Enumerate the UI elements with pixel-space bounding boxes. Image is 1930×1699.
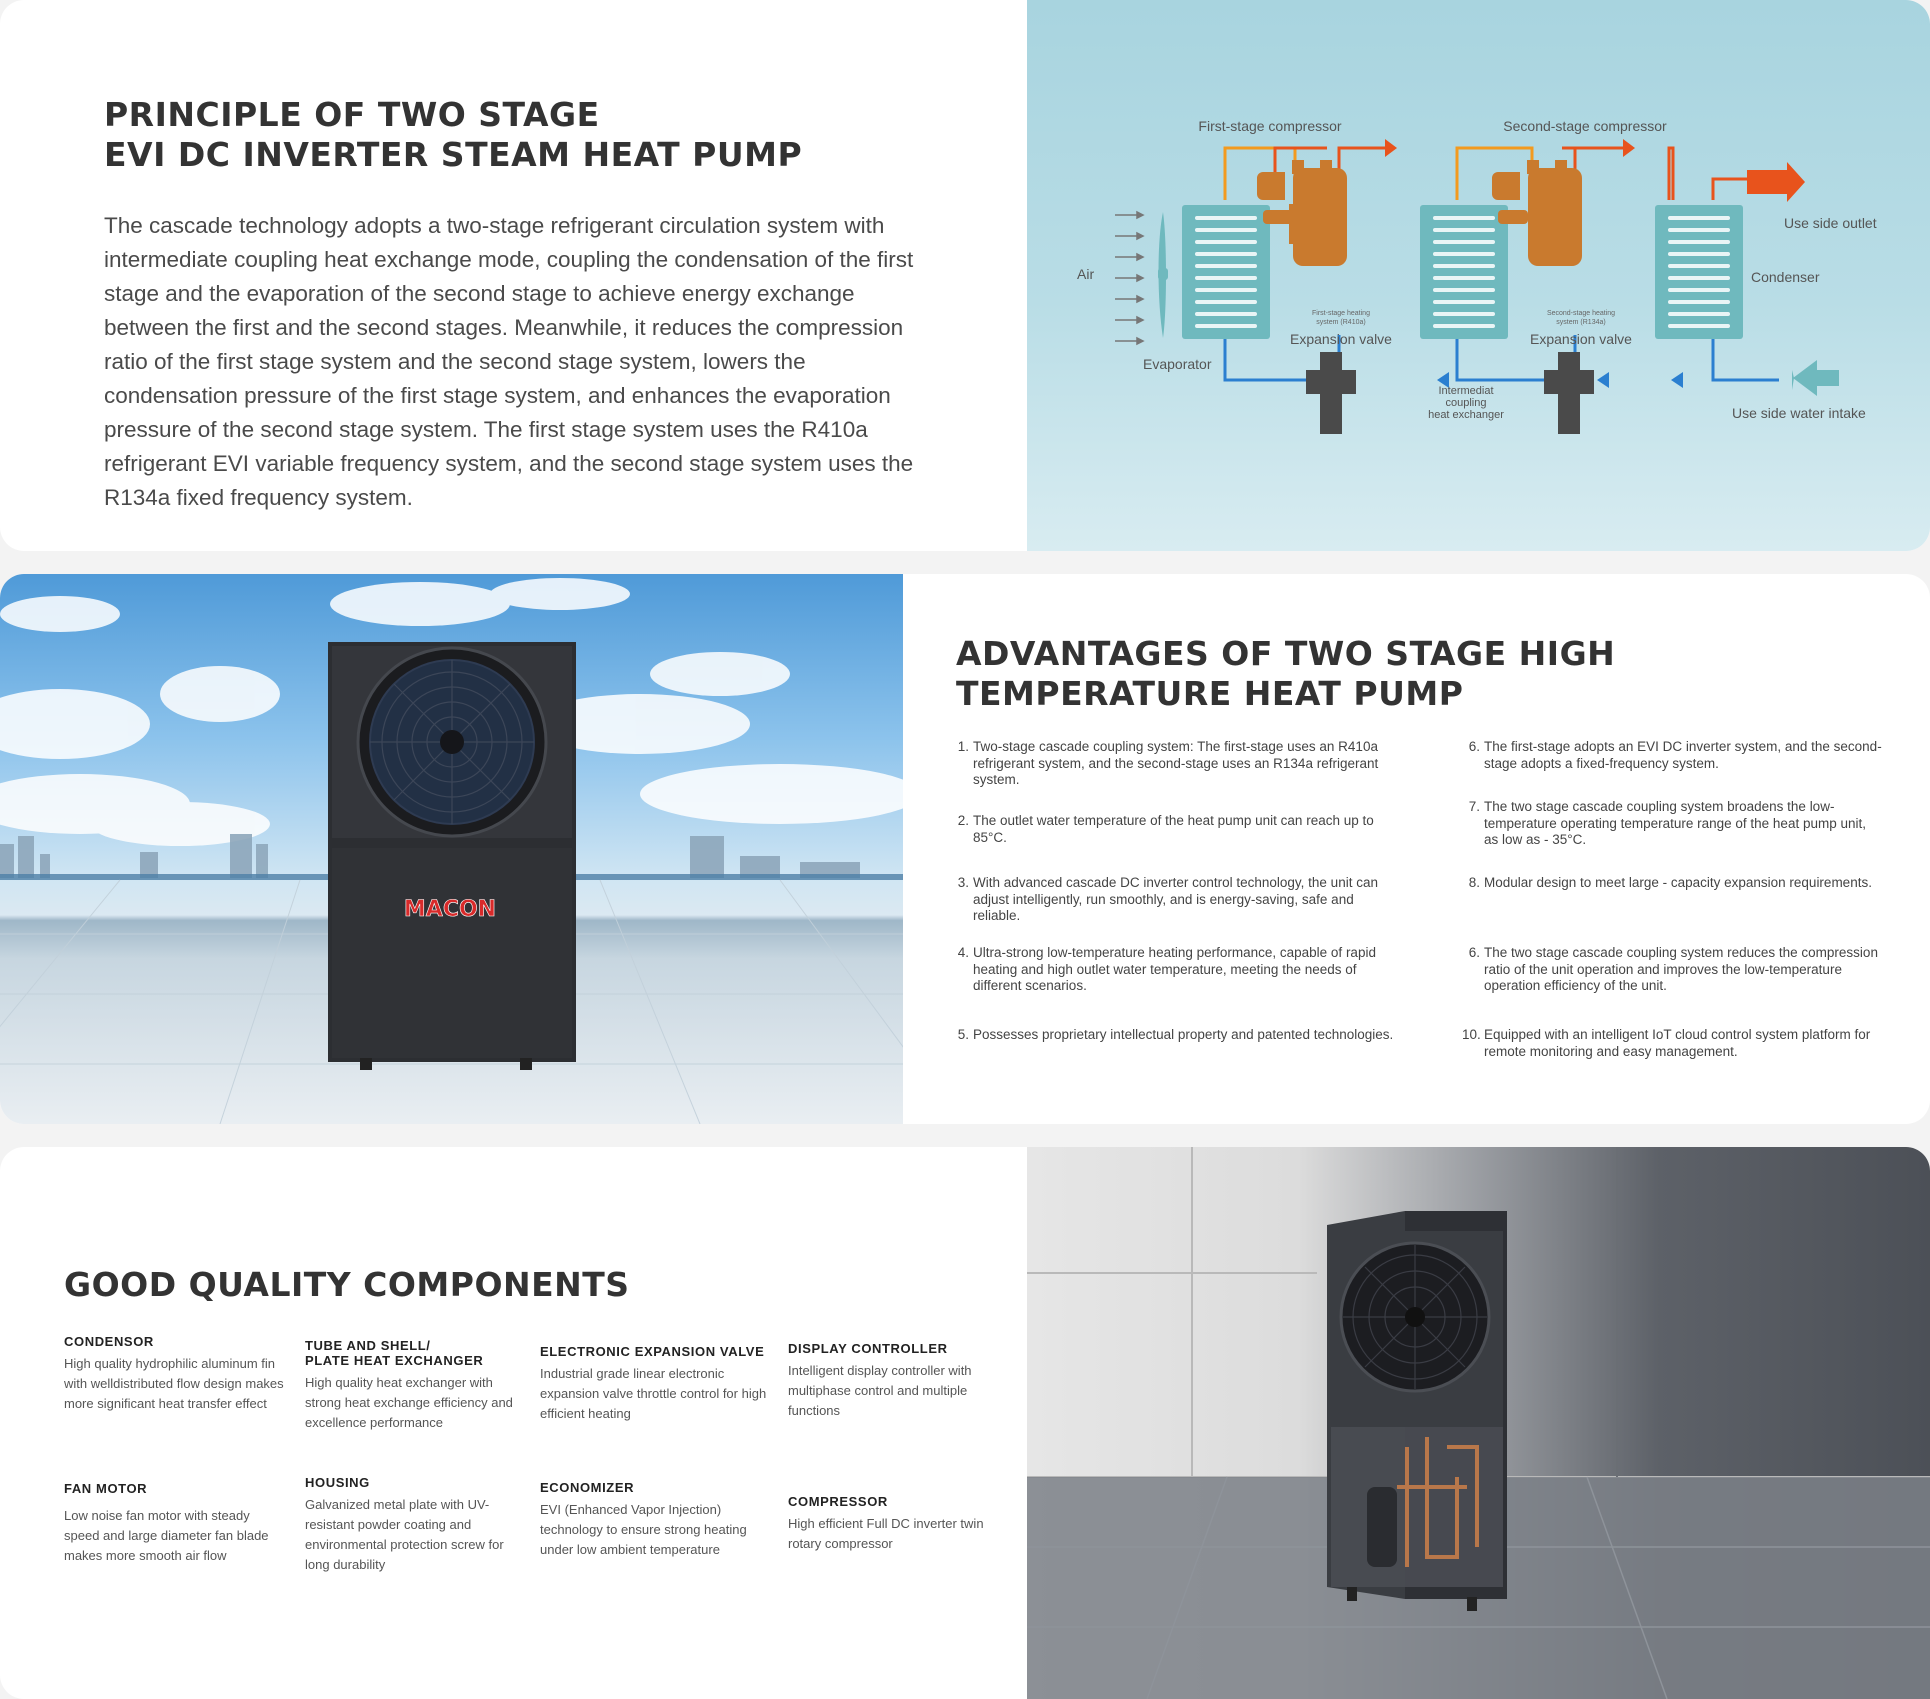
second-outlet-arrow-icon bbox=[1623, 139, 1635, 157]
components-title: GOOD QUALITY COMPONENTS bbox=[64, 1265, 630, 1304]
advantage-number: 1. bbox=[957, 739, 969, 754]
macon-logo: MACON bbox=[403, 897, 497, 922]
component-condensor bbox=[64, 1334, 284, 1414]
advantage-number: 5. bbox=[957, 1027, 969, 1042]
condenser-label: Condenser bbox=[1751, 269, 1820, 285]
advantage-item bbox=[951, 1027, 1431, 1044]
advantage-number: 6. bbox=[1468, 739, 1480, 754]
condenser-exchanger bbox=[1655, 205, 1743, 339]
component-description: High quality heat exchanger with strong heat exchange efficiency and excellence performance bbox=[305, 1375, 513, 1430]
cascade-diagram bbox=[1027, 0, 1930, 551]
component-title: COMPRESSOR bbox=[788, 1494, 888, 1509]
component-title: CONDENSOR bbox=[64, 1334, 154, 1349]
intermediate-exchanger bbox=[1420, 205, 1508, 339]
sky-scene-svg bbox=[0, 574, 903, 1124]
air-arrows-icon bbox=[1115, 212, 1143, 344]
principle-title bbox=[104, 95, 802, 175]
component-housing bbox=[305, 1475, 525, 1575]
room-scene-svg bbox=[1027, 1147, 1930, 1699]
advantages-section bbox=[0, 574, 1930, 1124]
intermediate-label-1: Intermediat bbox=[1438, 385, 1494, 397]
first-compressor-label: First-stage compressor bbox=[1198, 118, 1342, 134]
advantage-item bbox=[951, 945, 1391, 995]
advantage-text: The two stage cascade coupling system reduces the compression ratio of the unit operation and improves the low-temperature operation efficiency of the unit. bbox=[1484, 945, 1878, 993]
advantage-item bbox=[951, 813, 1391, 846]
air-label: Air bbox=[1077, 266, 1095, 282]
use-side-outlet-arrow-icon bbox=[1747, 162, 1805, 202]
use-side-outlet-label: Use side outlet bbox=[1784, 215, 1877, 231]
principle-description: The cascade technology adopts a two-stage refrigerant circulation system with intermediate coupling heat exchange mode, coupling the condensation of the first stage and the evaporation of the second stage to achieve energy exchange between the first and the second stages. Meanwhile, it reduces the compression ratio of the first stage system and the second stage system, lowers the condensation pressure of the first stage system, and enhances the evaporation pressure of the second stage system. The first stage system uses the R410a refrigerant EVI variable frequency system, and the second stage system uses the R134a fixed frequency system. bbox=[104, 212, 914, 510]
component-description: EVI (Enhanced Vapor Injection) technology to ensure strong heating under low ambient temperature bbox=[540, 1502, 747, 1557]
advantage-number: 7. bbox=[1468, 799, 1480, 814]
evaporator-exchanger bbox=[1182, 205, 1270, 339]
component-compressor bbox=[788, 1494, 1008, 1554]
heat-pump-unit-cutaway-image bbox=[1327, 1211, 1507, 1611]
principle-section bbox=[0, 0, 1930, 551]
advantage-text: The two stage cascade coupling system broadens the low-temperature operating temperature range of the heat pump unit, as low as - 35°C. bbox=[1484, 799, 1866, 847]
blue-arrow-2-icon bbox=[1597, 372, 1609, 388]
component-title: TUBE AND SHELL/ PLATE HEAT EXCHANGER bbox=[305, 1338, 484, 1368]
component-description: Low noise fan motor with steady speed and large diameter fan blade makes more smooth air flow bbox=[64, 1508, 269, 1563]
advantage-number: 3. bbox=[957, 875, 969, 890]
component-fan-motor bbox=[64, 1481, 284, 1566]
component-description: High efficient Full DC inverter twin rotary compressor bbox=[788, 1516, 984, 1551]
advantage-text: Ultra-strong low-temperature heating performance, capable of rapid heating and high outlet water temperature, meeting the needs of different scenarios. bbox=[973, 945, 1376, 993]
first-heating-label-2: system (R410a) bbox=[1316, 319, 1366, 326]
intermediate-label-2: coupling bbox=[1445, 397, 1487, 409]
advantage-text: Possesses proprietary intellectual property and patented technologies. bbox=[973, 1027, 1394, 1042]
advantages-title-line2: TEMPERATURE HEAT PUMP bbox=[956, 674, 1464, 713]
component-title: FAN MOTOR bbox=[64, 1481, 148, 1496]
advantage-item bbox=[1462, 1027, 1882, 1060]
component-title: ELECTRONIC EXPANSION VALVE bbox=[540, 1344, 765, 1359]
advantage-number: 2. bbox=[957, 813, 969, 828]
component-expansion-valve bbox=[540, 1344, 770, 1424]
principle-title-line2: EVI DC INVERTER STEAM HEAT PUMP bbox=[104, 135, 803, 174]
heat-pump-unit-image bbox=[328, 642, 576, 1070]
advantage-text: Two-stage cascade coupling system: The first-stage uses an R410a refrigerant system, and the second-stage uses an R134a refrigerant system. bbox=[973, 739, 1379, 787]
component-economizer bbox=[540, 1480, 770, 1560]
component-description: High quality hydrophilic aluminum fin with welldistributed flow design makes more significant heat transfer effect bbox=[64, 1356, 284, 1411]
evaporator-label: Evaporator bbox=[1143, 356, 1212, 372]
advantages-title-line1: ADVANTAGES OF TWO STAGE HIGH bbox=[956, 634, 1616, 673]
advantage-item bbox=[1462, 799, 1882, 849]
advantage-number: 8. bbox=[1468, 875, 1480, 890]
advantage-item bbox=[951, 875, 1391, 925]
second-compressor-label: Second-stage compressor bbox=[1503, 118, 1667, 134]
advantage-item bbox=[951, 739, 1391, 789]
expansion-valve-2-label: Expansion valve bbox=[1530, 331, 1632, 347]
component-description: Galvanized metal plate with UV-resistant powder coating and environmental protection screw for long durability bbox=[305, 1497, 504, 1572]
use-side-intake-label: Use side water intake bbox=[1732, 405, 1866, 421]
expansion-valve-1-label: Expansion valve bbox=[1290, 331, 1392, 347]
use-side-intake-arrow-icon bbox=[1793, 360, 1839, 396]
advantage-text: With advanced cascade DC inverter control technology, the unit can adjust intelligently, run smoothly, and is energy-saving, safe and reliable. bbox=[973, 875, 1378, 923]
advantage-number: 4. bbox=[957, 945, 969, 960]
first-outlet-arrow-icon bbox=[1385, 139, 1397, 157]
advantage-item bbox=[1462, 739, 1882, 772]
intermediate-label-3: heat exchanger bbox=[1428, 409, 1504, 421]
blue-arrow-4-icon bbox=[1671, 372, 1683, 388]
advantage-text: The first-stage adopts an EVI DC inverter system, and the second-stage adopts a fixed-frequency system. bbox=[1484, 739, 1882, 771]
principle-title-line1: PRINCIPLE OF TWO STAGE bbox=[104, 95, 600, 134]
component-description: Industrial grade linear electronic expansion valve throttle control for high efficient heating bbox=[540, 1366, 767, 1421]
advantage-item bbox=[1462, 945, 1882, 995]
first-compressor-icon bbox=[1257, 160, 1347, 266]
advantage-text: Equipped with an intelligent IoT cloud control system platform for remote monitoring and easy management. bbox=[1484, 1027, 1871, 1059]
second-heating-label-2: system (R134a) bbox=[1556, 319, 1606, 326]
heat-pump-room-photo bbox=[1027, 1147, 1930, 1699]
advantages-title bbox=[956, 634, 1615, 714]
expansion-valve-2-icon bbox=[1544, 352, 1594, 434]
component-title: ECONOMIZER bbox=[540, 1480, 635, 1495]
component-display-controller bbox=[788, 1341, 1008, 1421]
advantage-number: 10. bbox=[1462, 1027, 1481, 1042]
second-heating-label-1: Second-stage heating bbox=[1546, 310, 1616, 317]
cascade-diagram-svg bbox=[1027, 0, 1930, 551]
advantage-text: Modular design to meet large - capacity expansion requirements. bbox=[1484, 875, 1872, 890]
advantage-item bbox=[1462, 875, 1882, 892]
first-heating-label-1: First-stage heating bbox=[1312, 310, 1370, 317]
evaporator-fan-icon bbox=[1158, 212, 1168, 338]
advantage-number: 6. bbox=[1468, 945, 1480, 960]
component-title: DISPLAY CONTROLLER bbox=[788, 1341, 948, 1356]
component-description: Intelligent display controller with multiphase control and multiple functions bbox=[788, 1363, 972, 1418]
component-heat-exchanger bbox=[305, 1338, 525, 1433]
advantage-text: The outlet water temperature of the heat pump unit can reach up to 85°C. bbox=[973, 813, 1374, 845]
component-title: HOUSING bbox=[305, 1475, 370, 1490]
expansion-valve-1-icon bbox=[1306, 352, 1356, 434]
heat-pump-sky-photo bbox=[0, 574, 903, 1124]
intake-stub bbox=[1792, 370, 1794, 390]
